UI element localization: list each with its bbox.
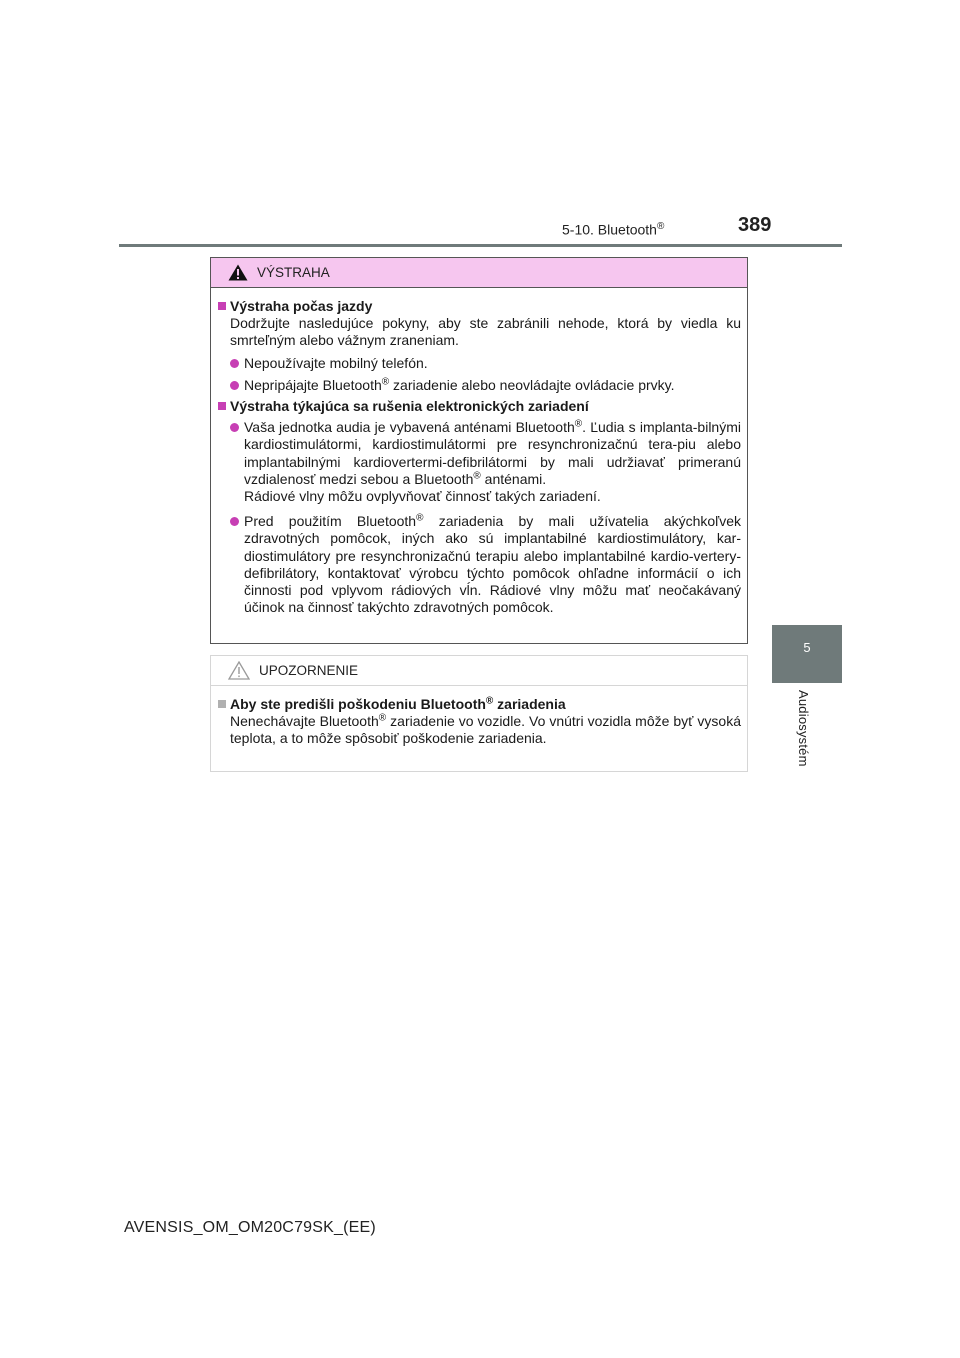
warning-box-body bbox=[211, 288, 747, 616]
registered-mark: ® bbox=[381, 376, 390, 388]
notice-body bbox=[218, 713, 741, 747]
notice-heading-text bbox=[230, 696, 566, 713]
text-fragment: Aby ste predišli poškodeniu Bluetooth bbox=[230, 696, 486, 712]
registered-mark: ® bbox=[416, 512, 424, 524]
notice-box-header bbox=[211, 656, 747, 686]
square-bullet-icon bbox=[218, 402, 226, 410]
square-bullet-icon bbox=[218, 700, 226, 708]
manual-code: AVENSIS_OM_OM20C79SK_(EE) bbox=[124, 1219, 376, 1236]
text-fragment: zariadenia by mali užívatelia akýchkoľvek zdravotných pomôcok, iných ako sú implantabilné kardiostimulátory, kar-diostimulátory pre resynchronizačnú terapiu alebo implantabilné kardio-vertery-defibrilátory, kontaktovať výrobcu týchto pomôcok ohľadne informácií o ich činnosti pod vplyvom rádiových vĺn. Rádiové vlny môžu mať neočakávaný účinok na činnosť takýchto zdravotných pomôcok. bbox=[244, 513, 742, 616]
dot-bullet-icon bbox=[230, 517, 239, 526]
warning-title: VÝSTRAHA bbox=[257, 265, 330, 280]
section-title-text: 5-10. Bluetooth bbox=[562, 221, 657, 238]
warning-heading-driving-text: Výstraha počas jazdy bbox=[230, 298, 373, 314]
list-item-text bbox=[244, 513, 741, 616]
registered-mark: ® bbox=[574, 418, 583, 430]
warning-intro: Dodržujte nasledujúce pokyny, aby ste zabránili nehode, ktorá by viedla ku smrteľným alebo vážnym zraneniam. bbox=[230, 315, 741, 349]
registered-mark: ® bbox=[485, 695, 494, 707]
chapter-label: Audiosystém bbox=[796, 690, 811, 767]
header-rule bbox=[119, 244, 842, 247]
text-fragment: zariadenie alebo neovládajte ovládacie prvky. bbox=[389, 376, 675, 393]
list-item-text: Nepoužívajte mobilný telefón. bbox=[244, 354, 428, 371]
list-item bbox=[218, 419, 741, 505]
text-fragment: Nenechávajte Bluetooth bbox=[230, 713, 379, 730]
section-title bbox=[562, 221, 664, 238]
warning-heading-interference-text: Výstraha týkajúca sa rušenia elektronických zariadení bbox=[230, 398, 589, 415]
notice-box-body bbox=[211, 686, 747, 748]
notice-title: UPOZORNENIE bbox=[259, 663, 359, 678]
square-bullet-icon bbox=[218, 302, 226, 310]
warning-heading-interference bbox=[218, 398, 741, 415]
registered-mark: ® bbox=[378, 712, 387, 724]
notice-heading bbox=[218, 696, 741, 713]
page-number: 389 bbox=[738, 214, 772, 236]
text-fragment: Rádiové vlny môžu ovplyvňovať činnosť takých zariadení. bbox=[244, 488, 601, 505]
list-item bbox=[218, 513, 741, 616]
text-fragment: zariadenie vo vozidle. Vo vnútri vozidla môže byť vysoká teplota, a to môže spôsobiť poškodenie zariadenia. bbox=[230, 713, 741, 747]
warning-box-header bbox=[211, 258, 747, 288]
registered-mark: ® bbox=[656, 221, 665, 232]
warning-triangle-icon bbox=[228, 264, 248, 281]
text-fragment: Pred použitím Bluetooth bbox=[244, 513, 417, 530]
text-fragment: Nepripájajte Bluetooth bbox=[244, 376, 382, 393]
list-item bbox=[218, 377, 741, 394]
list-item-text bbox=[244, 377, 741, 394]
dot-bullet-icon bbox=[230, 381, 239, 390]
list-item bbox=[218, 355, 741, 372]
chapter-tab: 5 bbox=[772, 625, 842, 683]
warning-heading-driving bbox=[218, 298, 741, 315]
notice-box bbox=[210, 655, 748, 772]
text-fragment: Vaša jednotka audia je vybavená anténami Bluetooth bbox=[244, 419, 575, 436]
list-item-text bbox=[244, 419, 741, 505]
dot-bullet-icon bbox=[230, 423, 239, 432]
registered-mark: ® bbox=[473, 470, 481, 482]
dot-bullet-icon bbox=[230, 359, 239, 368]
caution-triangle-icon bbox=[228, 661, 250, 680]
text-fragment: zariadenia bbox=[493, 696, 566, 712]
text-fragment: . Ľudia s implanta-bilnými kardiostimulátormi, kardiostimulátormi pre resynchronizačnú tera-piu alebo implantabilnými kardiovertermi-defibrilátormi by mali udržiavať primeranú vzdialenosť medzi sebou a Bluetooth bbox=[244, 419, 741, 487]
warning-box bbox=[210, 257, 748, 644]
text-fragment: anténami. bbox=[480, 470, 547, 487]
